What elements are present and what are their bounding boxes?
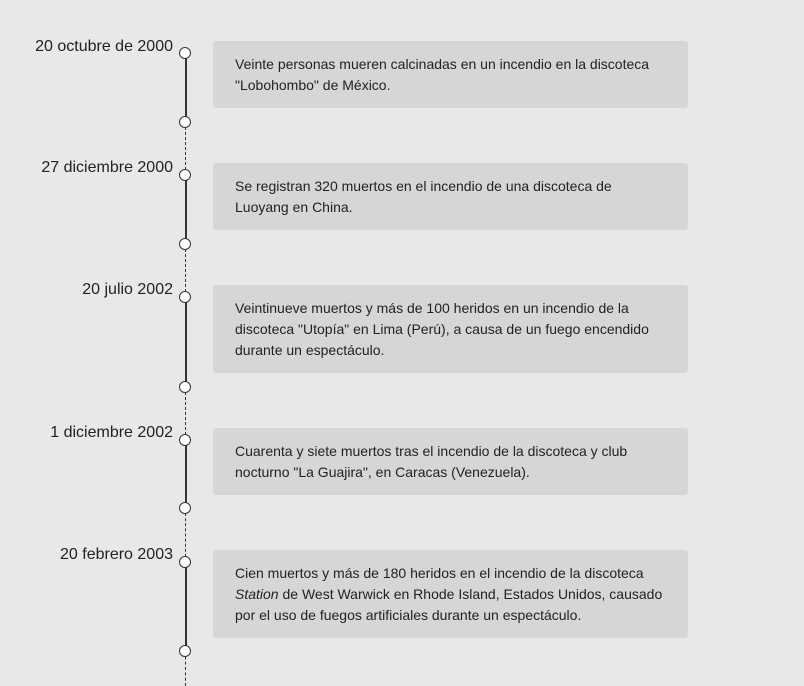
timeline-axis-segment [185,297,187,387]
timeline-axis-connector [185,244,186,297]
event-date: 20 octubre de 2000 [35,38,173,55]
timeline-axis-connector [185,387,186,440]
event-card [213,163,688,230]
event-description: Se registran 320 muertos en el incendio de una discoteca de Luoyang en China. [235,178,612,215]
event-card [213,285,688,373]
event-card [213,428,688,495]
timeline-node-start [179,556,191,568]
event-date: 20 febrero 2003 [60,546,173,563]
event-card [213,550,688,638]
timeline-axis-segment [185,440,187,508]
timeline-node-start [179,291,191,303]
timeline-node-end [179,238,191,250]
timeline-axis-connector [185,122,186,175]
timeline-node-start [179,434,191,446]
timeline-axis-segment [185,175,187,244]
timeline-axis-segment [185,562,187,651]
timeline-node-end [179,645,191,657]
timeline-node-end [179,502,191,514]
timeline-node-start [179,169,191,181]
event-date: 27 diciembre 2000 [41,159,173,176]
timeline-node-end [179,116,191,128]
timeline-axis-segment [185,53,187,122]
timeline-node-start [179,47,191,59]
event-date: 1 diciembre 2002 [50,424,173,441]
event-card [213,41,688,108]
event-description: Veinte personas mueren calcinadas en un incendio en la discoteca "Lobohombo" de México. [235,56,650,93]
event-description: Cuarenta y siete muertos tras el incendio de la discoteca y club nocturno "La Guajira", en Caracas (Venezuela). [235,443,628,480]
event-description: de West Warwick en Rhode Island, Estados Unidos, causado por el uso de fuegos artificiales durante un espectáculo. [235,586,663,623]
event-description: Veintinueve muertos y más de 100 heridos en un incendio de la discoteca "Utopía" en Lima (Perú), a causa de un fuego encendido durante un espectáculo. [235,300,649,358]
timeline-axis-connector [185,508,186,562]
event-date: 20 julio 2002 [82,281,173,298]
timeline-node-end [179,381,191,393]
event-description-italic: Station [235,586,279,602]
event-description: Cien muertos y más de 180 heridos en el incendio de la discoteca [235,565,644,581]
